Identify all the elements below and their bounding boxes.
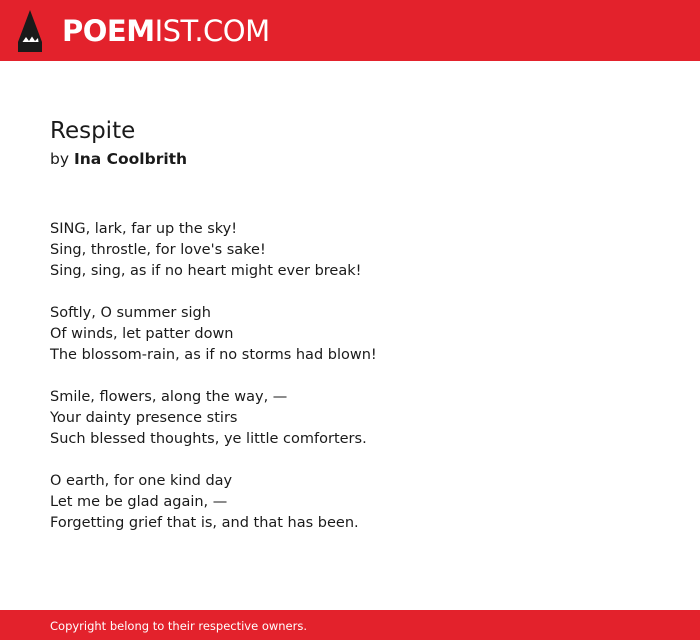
poem-line: The blossom-rain, as if no storms had blown! [50, 347, 377, 363]
poem-line: Let me be glad again, — [50, 494, 228, 510]
poem-byline [50, 148, 670, 170]
site-footer [0, 610, 700, 640]
pencil-tip-icon [17, 9, 43, 53]
poem-line: Smile, flowers, along the way, — [50, 389, 288, 405]
poem-content [50, 116, 670, 555]
stanza [50, 303, 670, 366]
poem-line: O earth, for one kind day [50, 473, 233, 489]
poem-line: Such blessed thoughts, ye little comforters. [50, 431, 367, 447]
poem-line: Forgetting grief that is, and that has been. [50, 515, 359, 531]
poem-line: Softly, O summer sigh [50, 305, 211, 321]
site-header [0, 0, 700, 61]
byline-prefix: by [50, 150, 70, 168]
site-logo-link[interactable] [17, 9, 270, 53]
poem-line: Sing, sing, as if no heart might ever break! [50, 263, 362, 279]
poem-line: Your dainty presence stirs [50, 410, 238, 426]
poem-body [50, 219, 670, 534]
author-link[interactable]: Ina Coolbrith [73, 150, 188, 168]
logo-text-rest: IST.COM [154, 14, 270, 48]
poem-line: SING, lark, far up the sky! [50, 221, 238, 237]
poem-line: Of winds, let patter down [50, 326, 234, 342]
stanza [50, 387, 670, 450]
stanza [50, 471, 670, 534]
copyright-notice: Copyright belong to their respective owners. [50, 619, 308, 633]
poem-title: Respite [50, 118, 136, 144]
stanza [50, 219, 670, 282]
poem-line: Sing, throstle, for love's sake! [50, 242, 266, 258]
logo-text-bold: POEM [62, 14, 155, 48]
site-logo-text [62, 9, 270, 53]
